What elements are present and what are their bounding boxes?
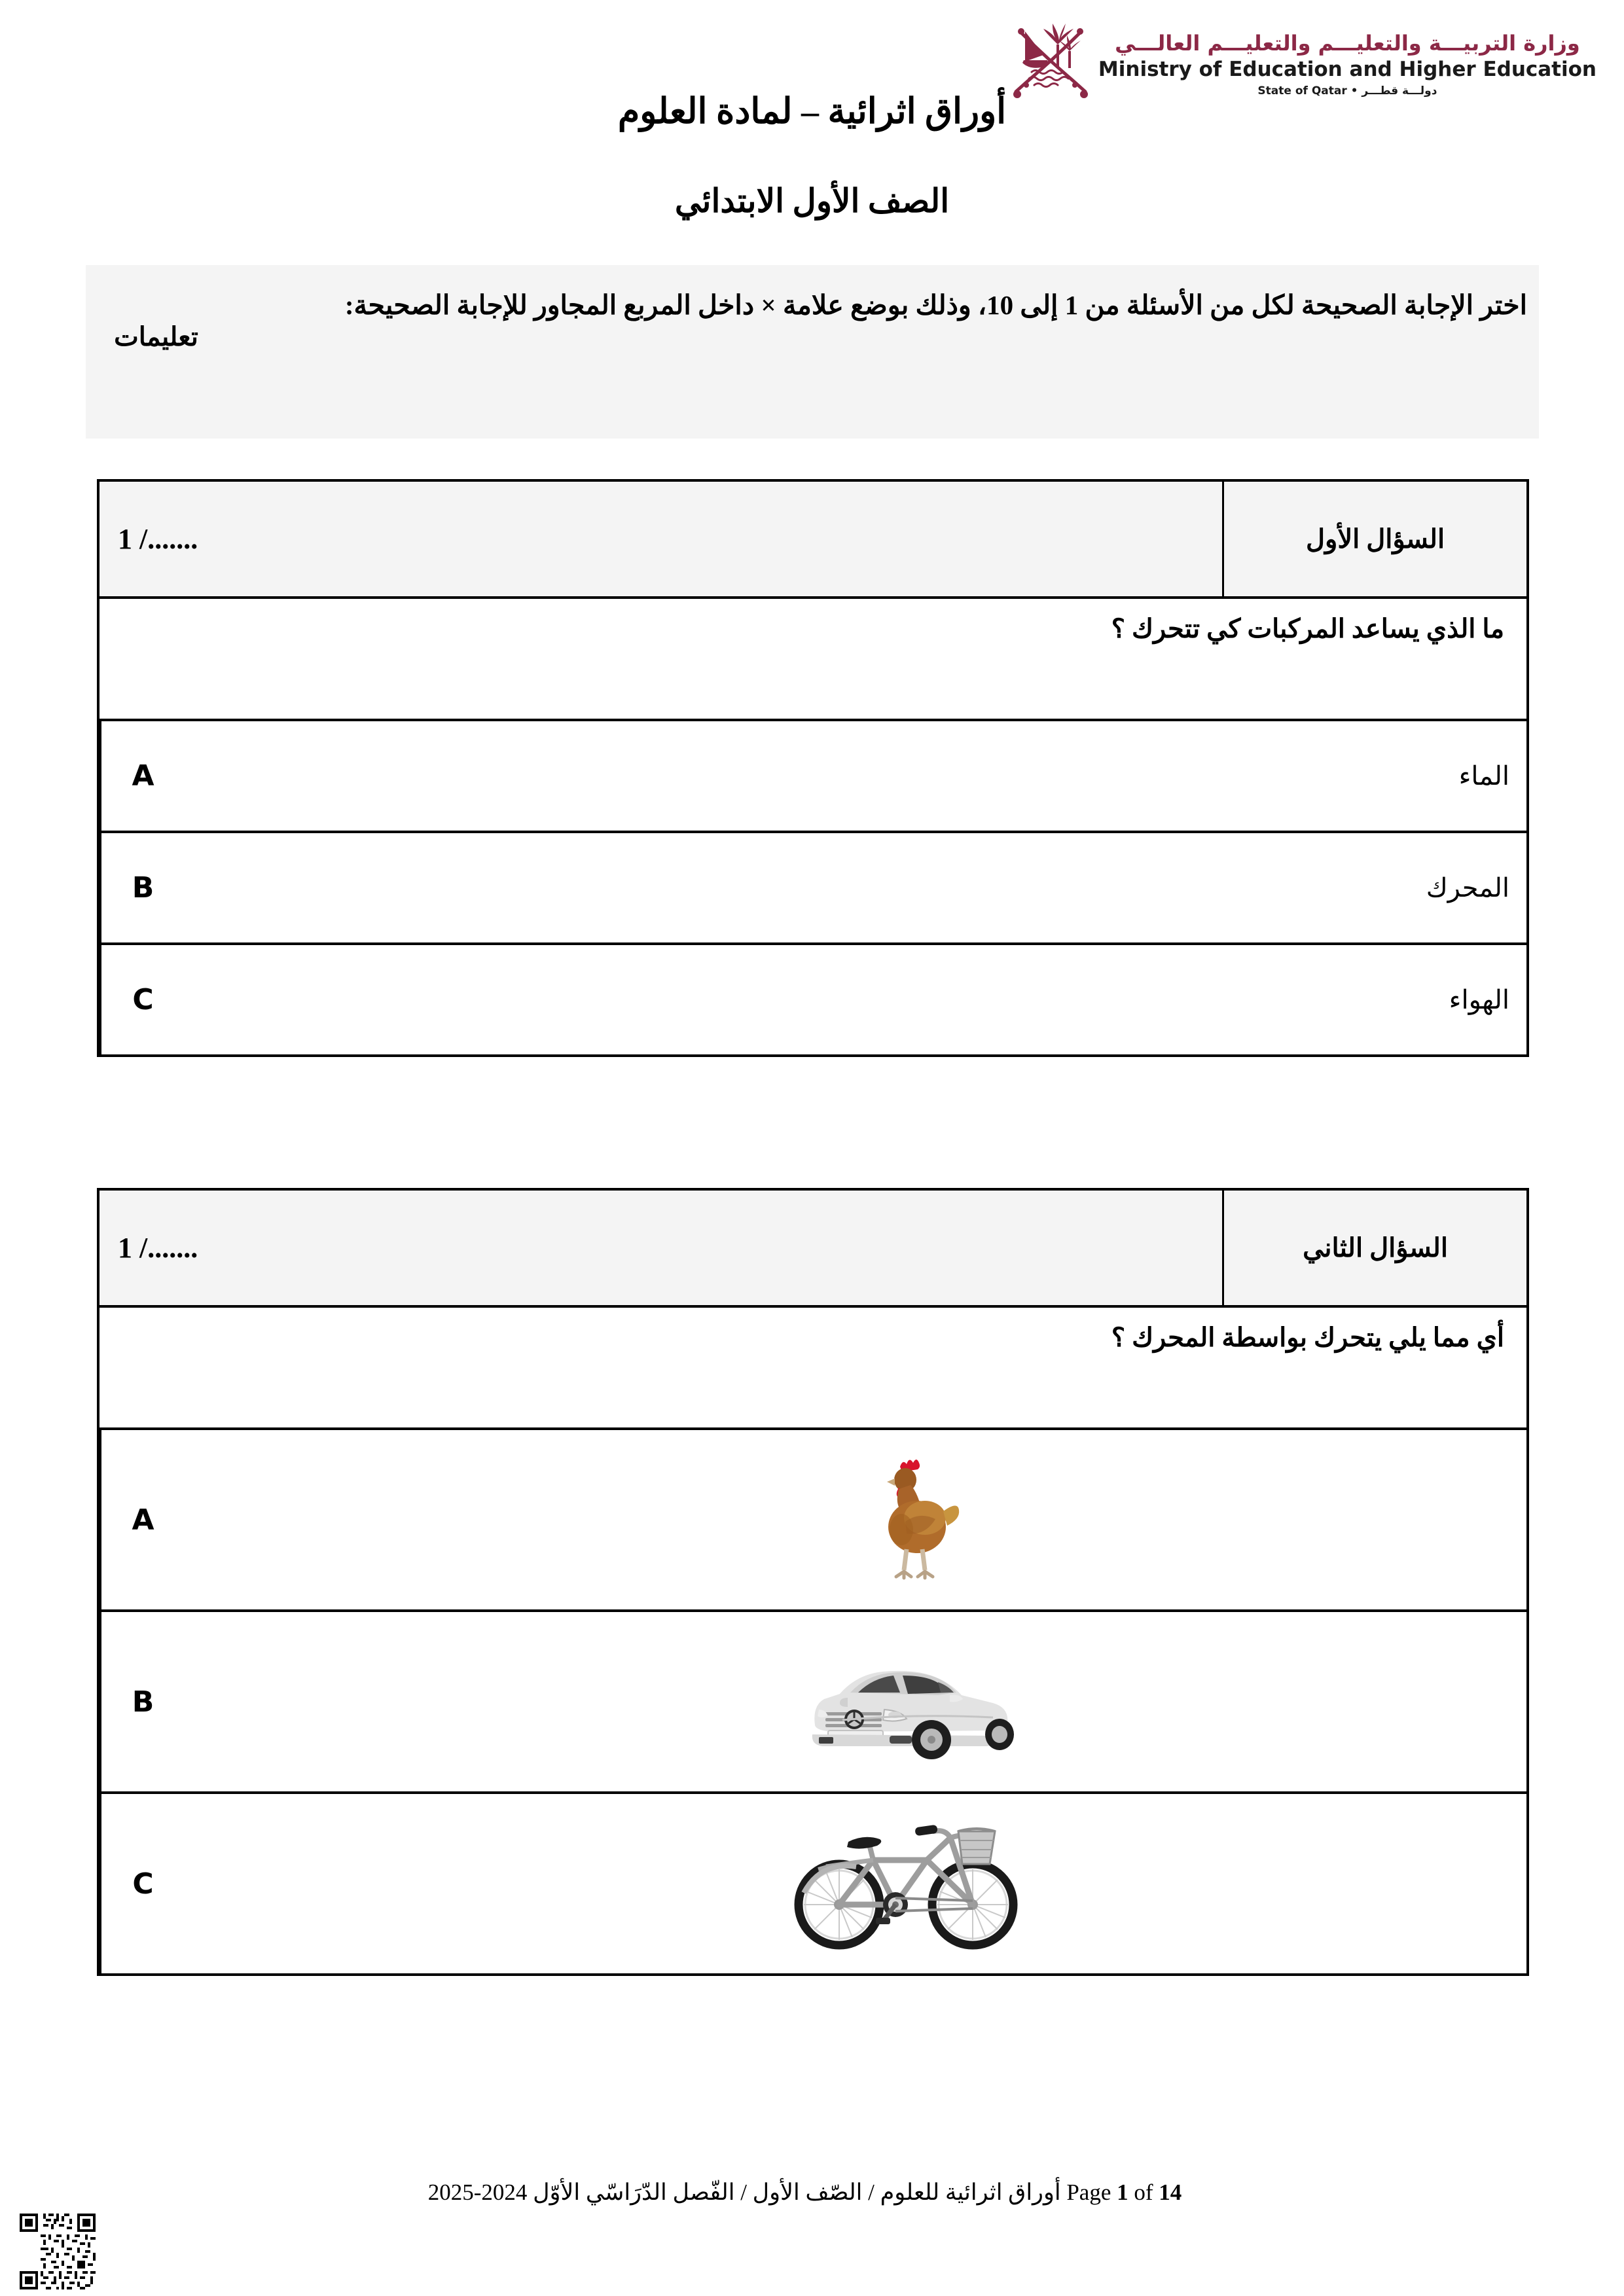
- question-2-label: السؤال الثاني: [1303, 1233, 1448, 1263]
- state-of-qatar-label: دولـــة قطـــر • State of Qatar: [1257, 84, 1437, 98]
- footer-content: [0, 2179, 1624, 2206]
- instructions-box: [86, 265, 1539, 439]
- chicken-photo: [862, 1450, 960, 1587]
- question-1-option-b-letter: B: [99, 833, 185, 942]
- question-1-text-row: [99, 596, 1526, 719]
- question-2-option-c-letter: C: [99, 1794, 185, 1973]
- question-1-option-c-text: الهواء: [1449, 985, 1509, 1014]
- question-2-table: [97, 1188, 1529, 1976]
- question-2-option-a-letter: A: [99, 1430, 185, 1609]
- question-1-option-a-letter: A: [99, 721, 185, 831]
- page-title: أوراق اثرائية – لمادة العلوم: [617, 92, 1007, 131]
- question-1-option-a-answerbox[interactable]: [185, 721, 1526, 831]
- question-1-label: السؤال الأول: [1305, 524, 1445, 554]
- question-1-marks: 1 /.......: [99, 482, 1224, 596]
- question-1-option-b-text: المحرك: [1426, 873, 1509, 903]
- question-2-option-a[interactable]: [99, 1427, 1526, 1609]
- question-1-option-c-letter: C: [99, 945, 185, 1054]
- question-1-option-a[interactable]: [99, 719, 1526, 831]
- question-1-table: [97, 479, 1529, 1057]
- instructions-label: تعليمات: [114, 322, 198, 351]
- question-2-option-c[interactable]: [99, 1791, 1526, 1973]
- question-2-option-b-answerbox[interactable]: [185, 1612, 1526, 1791]
- ministry-name-arabic: وزارة التربيـــة والتعليـــم والتعليـــم العالـــي: [1115, 31, 1580, 56]
- page-subtitle: الصف الأول الابتدائي: [674, 183, 950, 219]
- question-1-option-b[interactable]: [99, 831, 1526, 942]
- question-1-text: ما الذي يساعد المركبات كي تتحرك ؟: [1111, 614, 1504, 643]
- car-photo: [803, 1641, 1019, 1759]
- qatar-emblem-icon: [1012, 14, 1089, 101]
- instructions-text: اختر الإجابة الصحيحة لكل من الأسئلة من 1 إلى 10، وذلك بوضع علامة × داخل المربع المجاور للإجابة الصحيحة:: [344, 290, 1527, 320]
- ministry-name-english: Ministry of Education and Higher Education: [1098, 57, 1597, 81]
- question-2-marks: 1 /.......: [99, 1191, 1224, 1305]
- question-2-option-b[interactable]: [99, 1609, 1526, 1791]
- question-2-option-b-letter: B: [99, 1612, 185, 1791]
- bicycle-photo: [787, 1812, 1036, 1952]
- question-2-option-c-answerbox[interactable]: [185, 1794, 1526, 1973]
- page-footer: [0, 2172, 1624, 2296]
- question-2-text-row: [99, 1305, 1526, 1427]
- footer-page-number: Page 1 of 14: [1066, 2179, 1182, 2205]
- question-2-option-a-answerbox[interactable]: [185, 1430, 1526, 1609]
- question-1-option-c[interactable]: [99, 942, 1526, 1054]
- footer-document-line: أوراق اثرائية للعلوم / الصّف الأول / الفّصل الدّرَاسّي الأوّل 2024-2025: [427, 2179, 1061, 2205]
- question-1-header-row: [99, 482, 1526, 596]
- question-2-header-row: [99, 1191, 1526, 1305]
- ministry-logo-text: [1098, 14, 1597, 98]
- question-2-text: أي مما يلي يتحرك بواسطة المحرك ؟: [1111, 1323, 1504, 1352]
- qr-code[interactable]: [20, 2214, 96, 2289]
- question-1-option-c-answerbox[interactable]: [185, 945, 1526, 1054]
- question-1-option-a-text: الماء: [1458, 761, 1509, 791]
- question-1-option-b-answerbox[interactable]: [185, 833, 1526, 942]
- ministry-logo: [1012, 14, 1597, 101]
